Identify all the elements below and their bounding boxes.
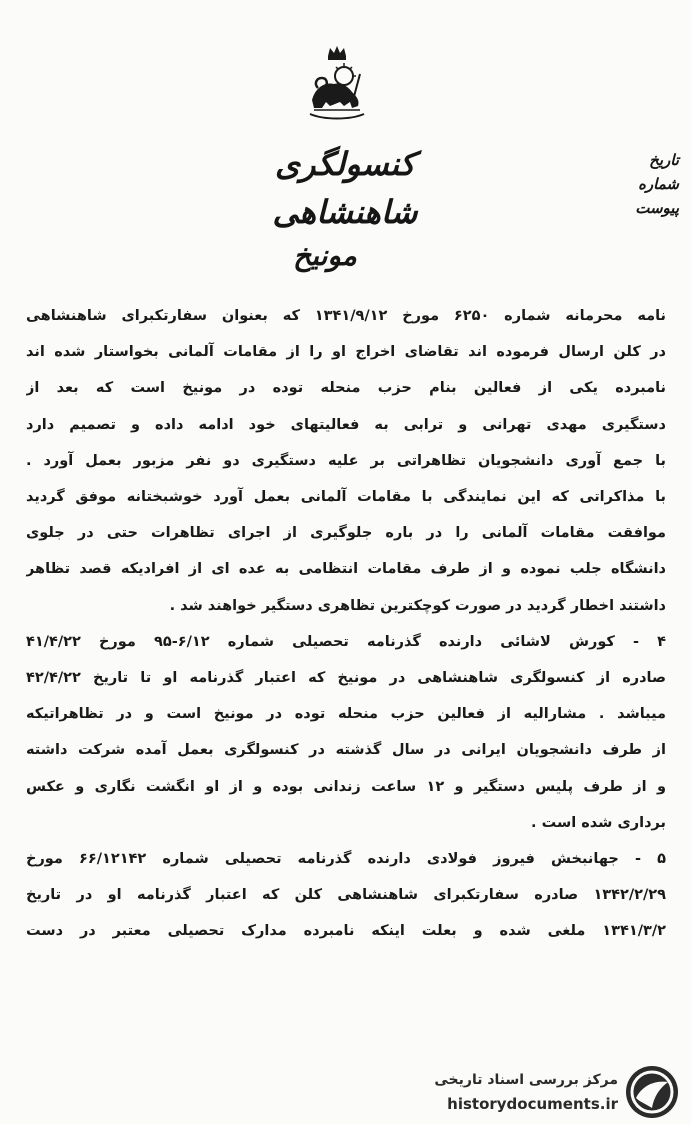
ministry-title: کنسولگری شاهنشاهی <box>272 145 418 231</box>
body-line: برداری شده است . <box>531 814 666 831</box>
body-line: و از طرف پلیس دستگیر و ۱۲ ساعت زندانی بوده و از او انگشت نگاری و عکس <box>26 778 666 795</box>
body-line: نامه محرمانه شماره ۶۲۵۰ مورخ ۱۳۴۱/۹/۱۲ که بعنوان سفارتکبرای شاهنشاهی <box>26 308 666 324</box>
lion-and-sun-emblem-icon <box>300 44 374 124</box>
body-line: دانشگاه جلب نموده و از طرف مقامات انتظامی به عده ای از افرادیکه قصد تظاهر <box>26 561 666 578</box>
letter-body <box>26 298 666 950</box>
history-documents-logo-icon <box>624 1064 680 1120</box>
watermark-text-fa: مرکز بررسی اسناد تاریخی <box>434 1072 618 1088</box>
body-line: دستگیری مهدی تهرانی و ترابی به فعالیتهای خود ادامه داده و تصمیم دارد <box>26 416 666 433</box>
body-line: صادره از کنسولگری شاهنشاهی در مونیخ که اعتبار گذرنامه او تا تاریخ ۴۲/۴/۲۲ <box>26 670 666 687</box>
watermark <box>418 1064 680 1122</box>
body-line: میباشد . مشارالیه از فعالین حزب منحله توده در مونیخ است و در تظاهراتیکه <box>26 706 666 723</box>
body-line: نامبرده یکی از فعالین بنام حزب منحله توده در مونیخ است که بعد از <box>26 380 666 397</box>
body-line: موافقت مقامات آلمانی را در باره جلوگیری از اجرای تظاهرات حتی در جلوی <box>26 525 666 542</box>
date-field-label: تاریخ <box>649 151 679 169</box>
ministry-heading <box>220 140 470 276</box>
letter-fields <box>589 148 679 220</box>
body-line: داشتند اخطار گردید در صورت کوچکترین تظاهری دستگیر خواهند شد . <box>169 597 666 614</box>
body-line: ۱۳۴۲/۲/۲۹ صادره سفارتکبرای شاهنشاهی کلن که اعتبار گذرنامه او در تاریخ <box>26 887 666 904</box>
body-line: با جمع آوری دانشجویان تظاهراتی بر علیه دستگیری دو نفر مزبور بعمل آورد . <box>26 452 666 469</box>
body-line: از طرف دانشجویان ایرانی در سال گذشته در کنسولگری بعمل آمده شرکت داشته <box>26 742 666 759</box>
body-line: در کلن ارسال فرموده اند تقاضای اخراج او را از مقامات آلمانی بخواستار شده اند <box>26 344 666 361</box>
watermark-text-en: historydocuments.ir <box>447 1095 618 1113</box>
body-line: ۵ - جهانبخش فیروز فولادی دارنده گذرنامه تحصیلی شماره ۶۶/۱۲۱۴۲ مورخ <box>26 851 666 868</box>
ministry-city: مونیخ <box>293 239 357 272</box>
attachment-field-label: پیوست <box>635 199 679 217</box>
body-line: ۱۳۴۱/۳/۲ ملغی شده و بعلت اینکه نامبرده مدارک تحصیلی معتبر در دست <box>26 923 666 940</box>
body-line: با مذاکراتی که این نمایندگی با مقامات آلمانی بعمل آورد خوشبختانه موفق گردید <box>26 489 666 506</box>
number-field-label: شماره <box>638 175 679 193</box>
body-line: ۴ - کورش لاشائی دارنده گذرنامه تحصیلی شماره ۶/۱۲-۹۵ مورخ ۴۱/۴/۲۲ <box>26 633 666 650</box>
